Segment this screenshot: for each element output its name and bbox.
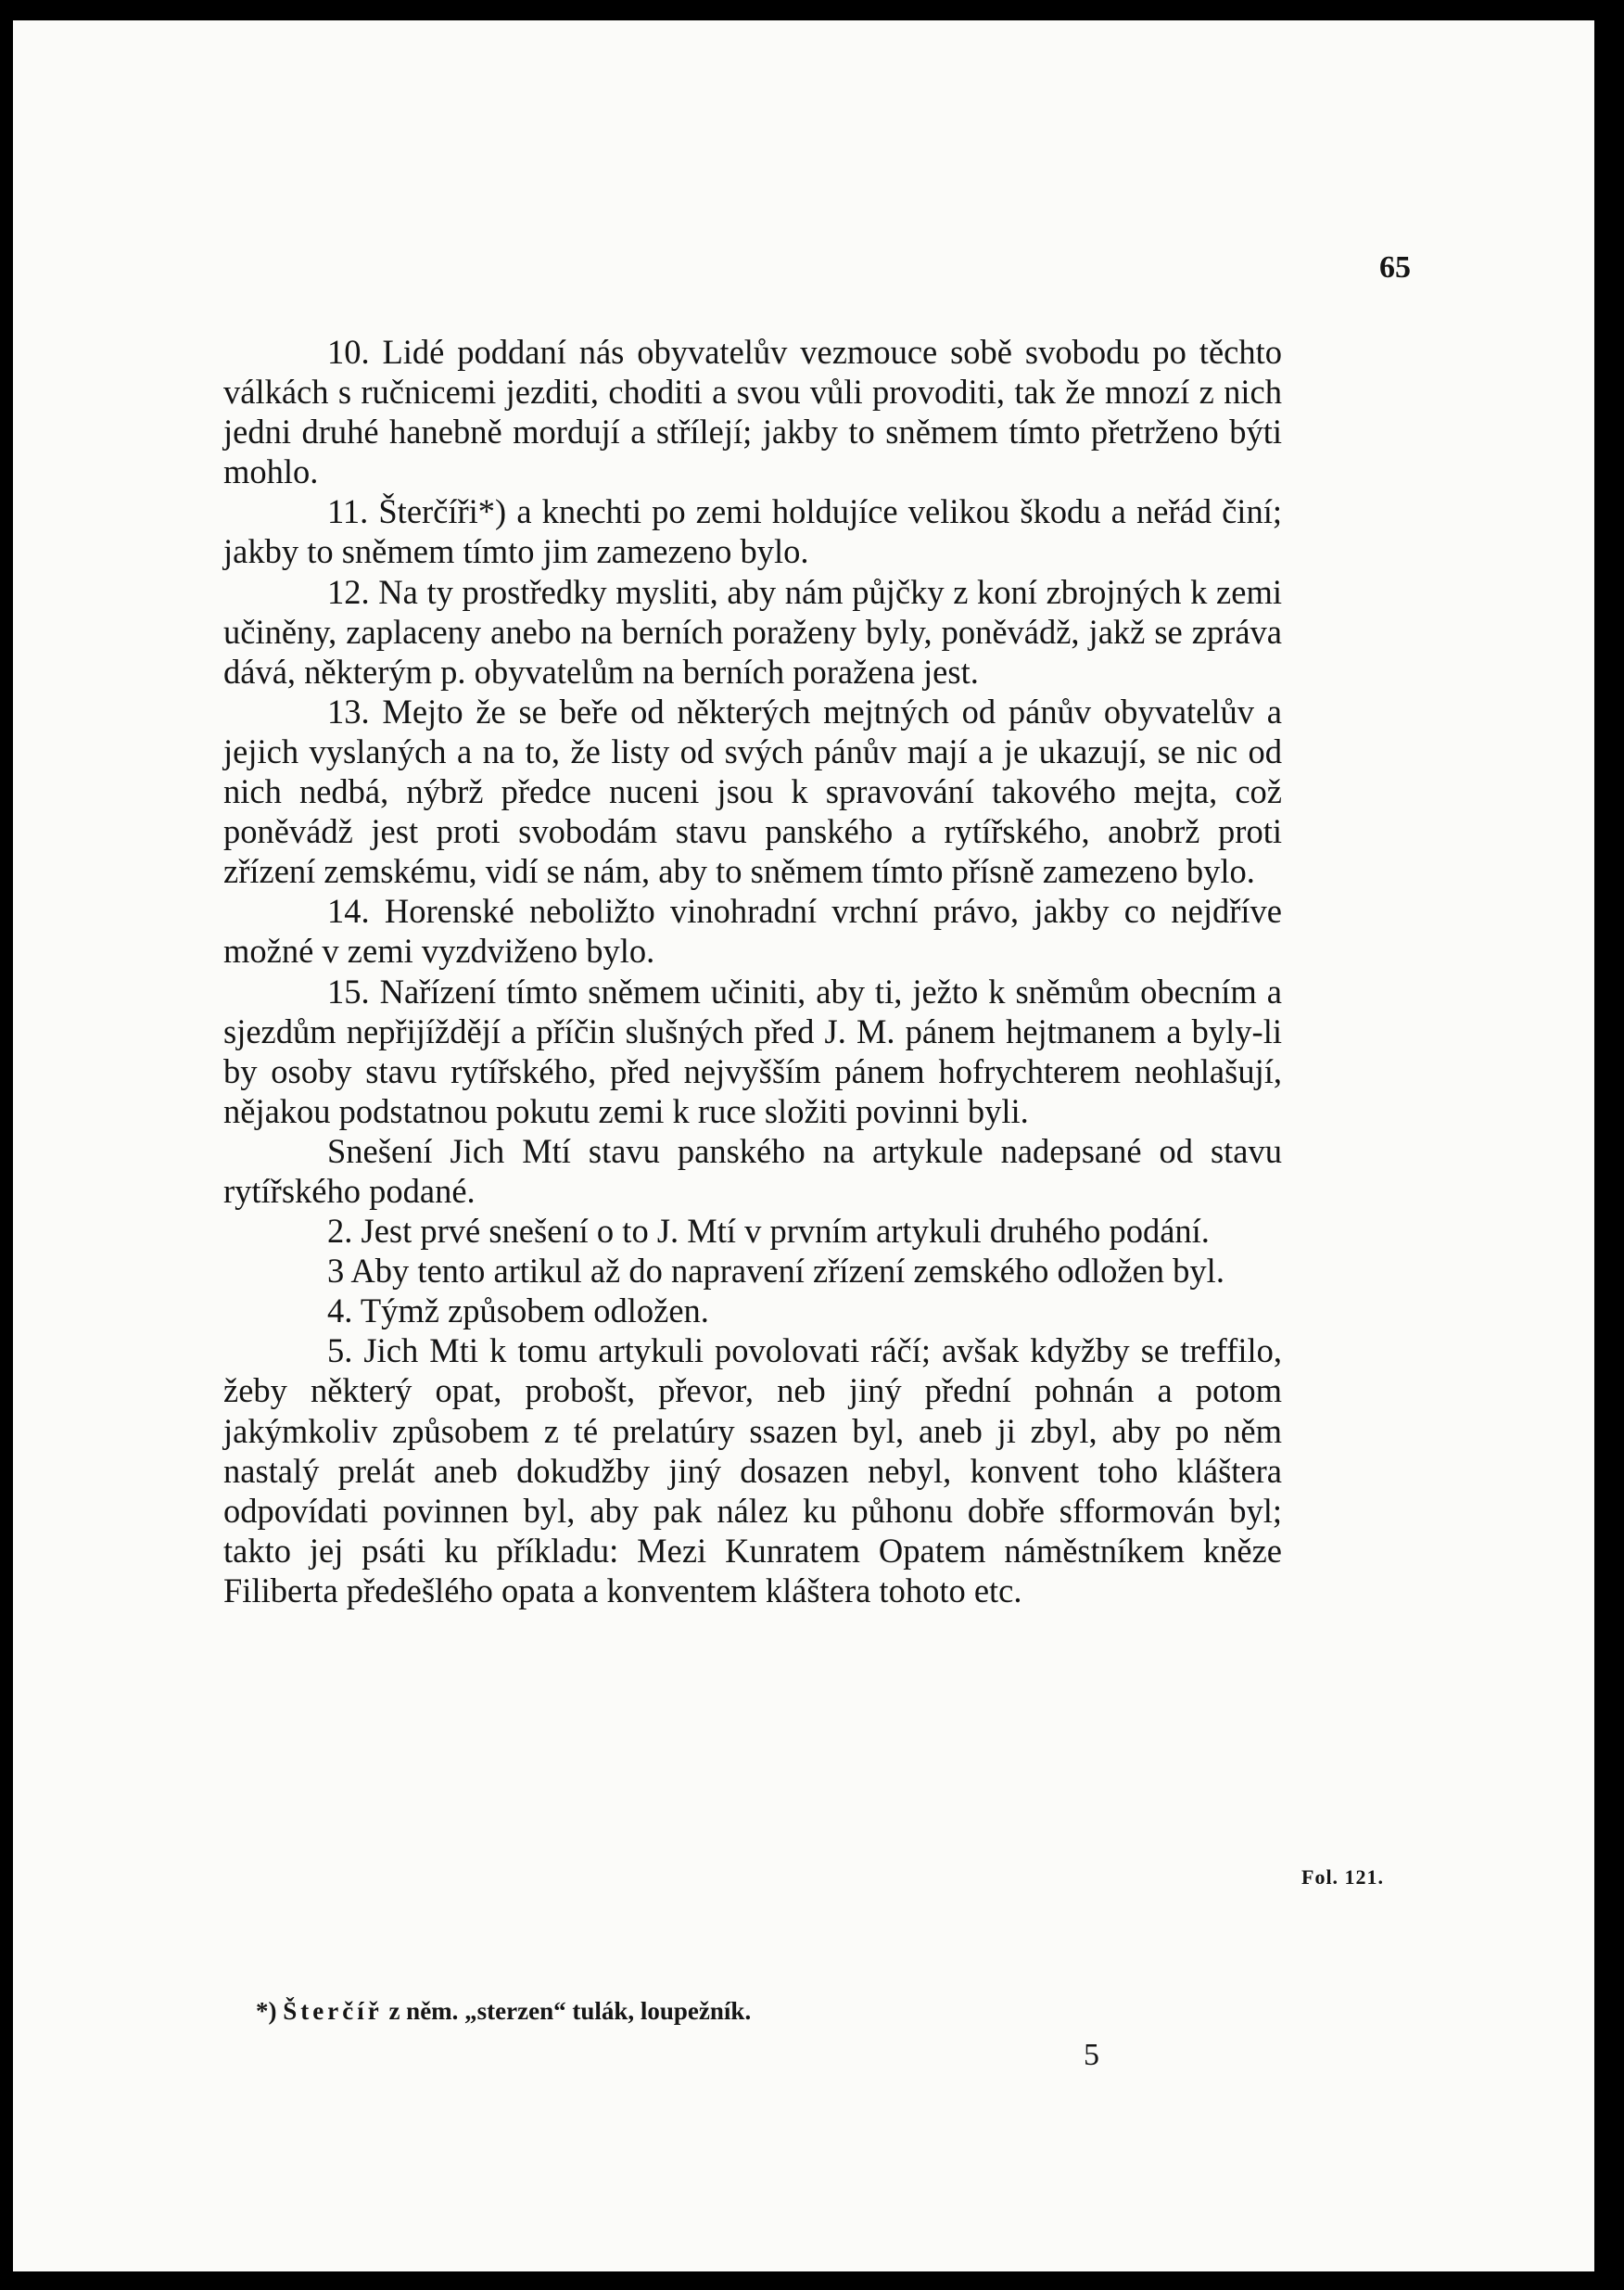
paragraph-14: 14. Horenské neboližto vinohradní vrchní právo, jakby co nejdříve možné v zemi vyzdviženo bylo. [223,892,1282,971]
paragraph-15: 15. Nařízení tímto sněmem učiniti, aby ti, ježto k sněmům obecním a sjezdům nepřijíždějí a příčin slušných před J. M. pánem hejtmanem a byly-li by osoby stavu rytířského, před nejvyšším pánem hofrychterem neohlašují, nějakou podstatnou pokutu zemi k ruce složiti povinni byli. [223,972,1282,1130]
resolution-5: 5. Jich Mti k tomu artykuli povolovati ráčí; avšak kdyžby se treffilo, žeby některý opat, probošt, převor, neb jiný přední pohnán a potom jakýmkoliv způsobem z té prelatúry ssazen byl, aneb ji zbyl, aby po něm nastalý prelát aneb dokudžby jiný dosazen nebyl, konvent toho kláštera odpovídati povinnen byl, aby pak nález ku půhonu dobře sfformován byl; takto jej psáti ku příkladu: Mezi Kunratem Opatem náměstníkem kněze Filiberta předešlého opata a konventem kláštera tohoto etc. [223,1331,1282,1609]
resolution-heading: Snešení Jich Mtí stavu panského na artykule nadepsané od stavu rytířského podané. [223,1131,1282,1210]
paragraph-11: 11. Šterčíři*) a knechti po zemi holdujíce velikou škodu a neřád činí; jakby to sněmem tímto jim zamezeno bylo. [223,492,1282,571]
resolution-4: 4. Týmž způsobem odložen. [327,1291,709,1330]
page-sheet [13,20,1594,2271]
main-text [223,332,1282,1610]
paragraph-13: 13. Mejto že se beře od některých mejtných od pánův obyvatelův a jejich vyslaných a na to, že listy od svých pánův mají a je ukazují, se nic od nich nedbá, nýbrž předce nuceni jsou k spravování takového mejta, což poněvádž jest proti svobodám stavu panského a rytířského, anobrž proti zřízení zemskému, vidí se nám, aby to sněmem tímto přísně zamezeno bylo. [223,692,1282,891]
footnote-text: z něm. „sterzen“ tulák, loupežník. [388,1997,752,2025]
footnote-marker: *) [256,1997,277,2025]
folio-margin-note: Fol. 121. [1301,1865,1385,1889]
paragraph-10: 10. Lidé poddaní nás obyvatelův vezmouce sobě svobodu po těchto válkách s ručnicemi jezditi, choditi a svou vůli provoditi, tak že mnozí z nich jedni druhé hanebně mordují a střílejí; jakby to sněmem tímto přetrženo býti mohlo. [223,333,1282,491]
paragraph-12: 12. Na ty prostředky mysliti, aby nám půjčky z koní zbrojných k zemi učiněny, zaplaceny anebo na berních poraženy byly, poněvádž, jakž se zpráva dává, některým p. obyvatelům na berních poražena jest. [223,572,1282,691]
footnote [256,1997,751,2026]
resolution-2: 2. Jest prvé snešení o to J. Mtí v prvním artykuli druhého podání. [327,1212,1210,1251]
footnote-term: Šterčíř [283,1997,383,2025]
printer-signature: 5 [1084,2038,1099,2072]
page-number: 65 [1379,250,1411,285]
resolution-3: 3 Aby tento artikul až do napravení zřízení zemského odložen byl. [327,1252,1224,1291]
